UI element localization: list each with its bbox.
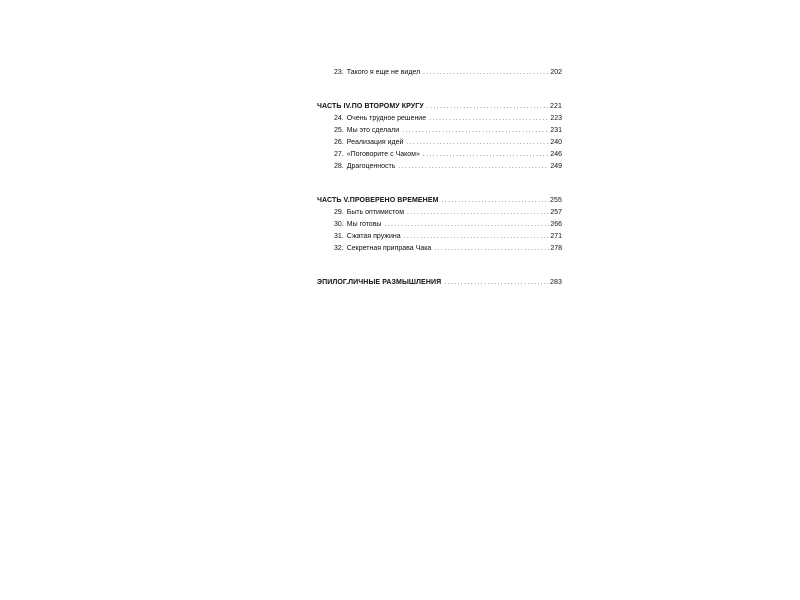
dot-leader bbox=[427, 101, 549, 113]
part-title: ПРОВЕРЕНО ВРЕМЕНЕМ bbox=[349, 197, 439, 204]
page-number: 271 bbox=[550, 233, 562, 240]
chapter-title: Мы это сделали bbox=[346, 127, 400, 134]
dot-leader bbox=[423, 149, 549, 161]
dot-leader bbox=[423, 67, 549, 79]
chapter-title: Сжатая пружина bbox=[346, 233, 401, 240]
page-number: 283 bbox=[550, 279, 562, 286]
dot-leader bbox=[442, 195, 549, 207]
chapter-number: 29. bbox=[334, 209, 344, 216]
page-number: 221 bbox=[550, 103, 562, 110]
toc-chapter-entry bbox=[317, 125, 562, 137]
page-number: 223 bbox=[550, 115, 562, 122]
chapter-number: 23. bbox=[334, 69, 344, 76]
chapter-title: Такого я еще не видел bbox=[346, 69, 421, 76]
chapter-title: «Поговорите с Чаком» bbox=[346, 151, 420, 158]
dot-leader bbox=[429, 113, 549, 125]
part-label: ЭПИЛОГ. bbox=[317, 279, 349, 286]
chapter-number: 30. bbox=[334, 221, 344, 228]
page-number: 202 bbox=[550, 69, 562, 76]
dot-leader bbox=[384, 219, 549, 231]
part-title: ПО ВТОРОМУ КРУГУ bbox=[351, 103, 424, 110]
chapter-number: 25. bbox=[334, 127, 344, 134]
chapter-title: Мы готовы bbox=[346, 221, 382, 228]
page-number: 231 bbox=[550, 127, 562, 134]
chapter-number: 31. bbox=[334, 233, 344, 240]
chapter-title: Драгоценность bbox=[346, 163, 396, 170]
table-of-contents bbox=[317, 67, 562, 289]
chapter-title: Реализация идей bbox=[346, 139, 404, 146]
dot-leader bbox=[406, 137, 549, 149]
page-number: 246 bbox=[550, 151, 562, 158]
page-number: 249 bbox=[550, 163, 562, 170]
toc-chapter-entry bbox=[317, 219, 562, 231]
page-number: 257 bbox=[550, 209, 562, 216]
dot-leader bbox=[404, 231, 550, 243]
dot-leader bbox=[398, 161, 549, 173]
toc-chapter-entry bbox=[317, 207, 562, 219]
toc-part-heading bbox=[317, 195, 562, 207]
toc-chapter-entry bbox=[317, 231, 562, 243]
dot-leader bbox=[444, 277, 549, 289]
part-label: ЧАСТЬ IV. bbox=[317, 103, 352, 110]
page-number: 255 bbox=[550, 197, 562, 204]
dot-leader bbox=[434, 243, 549, 255]
chapter-number: 27. bbox=[334, 151, 344, 158]
chapter-number: 28. bbox=[334, 163, 344, 170]
dot-leader bbox=[407, 207, 549, 219]
chapter-title: Очень трудное решение bbox=[346, 115, 427, 122]
toc-chapter-entry bbox=[317, 67, 562, 79]
chapter-title: Быть оптимистом bbox=[346, 209, 405, 216]
page-number: 278 bbox=[550, 245, 562, 252]
toc-chapter-entry bbox=[317, 149, 562, 161]
chapter-title: Секретная приправа Чака bbox=[346, 245, 432, 252]
page-number: 266 bbox=[550, 221, 562, 228]
chapter-number: 24. bbox=[334, 115, 344, 122]
toc-epilogue-heading bbox=[317, 277, 562, 289]
chapter-number: 32. bbox=[334, 245, 344, 252]
toc-chapter-entry bbox=[317, 113, 562, 125]
page-number: 240 bbox=[550, 139, 562, 146]
chapter-number: 26. bbox=[334, 139, 344, 146]
toc-chapter-entry bbox=[317, 243, 562, 255]
toc-part-heading bbox=[317, 101, 562, 113]
toc-chapter-entry bbox=[317, 137, 562, 149]
toc-chapter-entry bbox=[317, 161, 562, 173]
part-label: ЧАСТЬ V. bbox=[317, 197, 350, 204]
dot-leader bbox=[402, 125, 549, 137]
part-title: ЛИЧНЫЕ РАЗМЫШЛЕНИЯ bbox=[348, 279, 442, 286]
